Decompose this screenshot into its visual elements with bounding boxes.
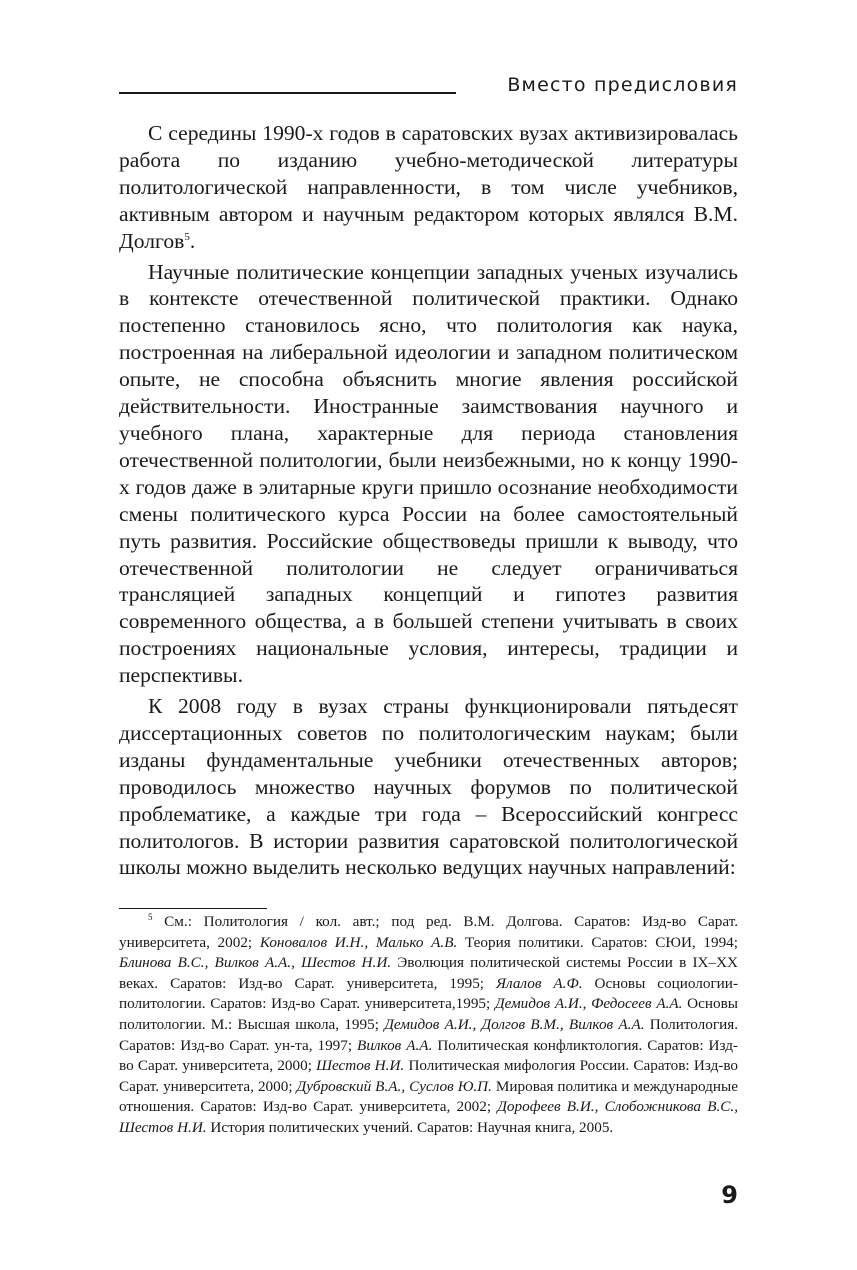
footnote-text: Политическая мифология России. Саратов: Изд-во Сарат. университета, 2000; xyxy=(119,1057,739,1095)
footnote-ref[interactable]: 5 xyxy=(184,230,190,243)
running-header-title: Вместо предисловия xyxy=(507,74,738,96)
footnote-text: Политическая конфликтология. Саратов: Изд-во Сарат. университета, 2000; xyxy=(119,1036,738,1075)
footnote-text: История политических учений. Саратов: Научная книга, 2005. xyxy=(206,1118,614,1136)
footnote-author: Блинова В.С., Вилков А.А., Шестов Н.И. xyxy=(119,954,392,972)
footnote-text: Основы социологии-политологии. Саратов: Изд-во Сарат. университета,1995; xyxy=(119,974,738,1013)
paragraph-text: Научные политические концепции западных ученых изучались в контексте отечественной политической практики. Однако постепенно становилось ясно, что политология как наука, построенная на либеральной идеологии и западном политическом опыте, не способна объяснить многие явления российской действительности. Иностранные заимствования научного и учебного плана, характерные для периода становления отечественной политологии, были неизбежными, но к концу 1990-х годов даже в элитарные круги пришло осознание необходимости смены политического курса России на более самостоятельный путь развития. Российские обществоведы пришли к выводу, что отечественной политологии не следует ограничиваться трансляцией западных концепций и гипотез развития современного общества, а в большей степени учитывать в своих построениях национальные условия, интересы, традиции и перспективы. xyxy=(119,259,738,688)
footnote-text: Эволюция политической системы России в IX–XX веках. Саратов: Изд-во Сарат. университета, 1995; xyxy=(119,954,739,992)
footnote-marker: 5 xyxy=(148,911,153,922)
footnote-rule xyxy=(119,908,267,909)
footnote-author: Дорофеев В.И., Слобожникова В.С., Шестов Н.И. xyxy=(119,1098,738,1136)
main-text xyxy=(119,120,738,885)
footnote-author: Демидов А.И., Федосеев А.А. xyxy=(494,995,683,1013)
paragraph-1 xyxy=(119,120,738,255)
paragraph-2 xyxy=(119,259,738,690)
paragraph-3 xyxy=(119,693,738,881)
footnote-text: См.: Политология / кол. авт.; под ред. В.М. Долгова. Саратов: Изд-во Сарат. университета, 2002; xyxy=(119,913,738,951)
paragraph-text: С середины 1990-х годов в саратовских вузах активизировалась работа по изданию учебно-методической литературы политологической направленности, в том числе учебников, активным автором и научным редактором которых являлся В.М. Долгов xyxy=(119,121,738,253)
footnote-author: Ялалов А.Ф. xyxy=(496,974,583,992)
footnote-author: Демидов А.И., Долгов В.М., Вилков А.А. xyxy=(384,1015,645,1033)
header-rule xyxy=(119,92,456,94)
footnote-text: Мировая политика и международные отношения. Саратов: Изд-во Сарат. университета, 2002; xyxy=(119,1077,738,1116)
footnote-text: Теория политики. Саратов: СЮИ, 1994; xyxy=(457,933,738,951)
paragraph-text: К 2008 году в вузах страны функционировали пятьдесят диссертационных советов по политологическим наукам; были изданы фундаментальные учебники отечественных авторов; проводилось множество научных форумов по политической проблематике, а каждые три года – Всероссийский конгресс политологов. В истории развития саратовской политологической школы можно выделить несколько ведущих научных направлений: xyxy=(119,694,738,880)
footnote-author: Коновалов И.Н., Малько А.В. xyxy=(259,933,458,951)
page-number: 9 xyxy=(721,1181,738,1209)
footnote-author: Шестов Н.И. xyxy=(316,1057,405,1075)
paragraph-text: . xyxy=(189,228,196,253)
footnote-5 xyxy=(119,912,738,1139)
footnote-text: Политология. Саратов: Изд-во Сарат. ун-та, 1997; xyxy=(119,1015,738,1054)
footnote-text: Основы политологии. М.: Высшая школа, 1995; xyxy=(119,995,738,1033)
footnote-author: Вилков А.А. xyxy=(357,1036,433,1054)
footnote-author: Дубровский В.А., Суслов Ю.П. xyxy=(296,1077,492,1095)
